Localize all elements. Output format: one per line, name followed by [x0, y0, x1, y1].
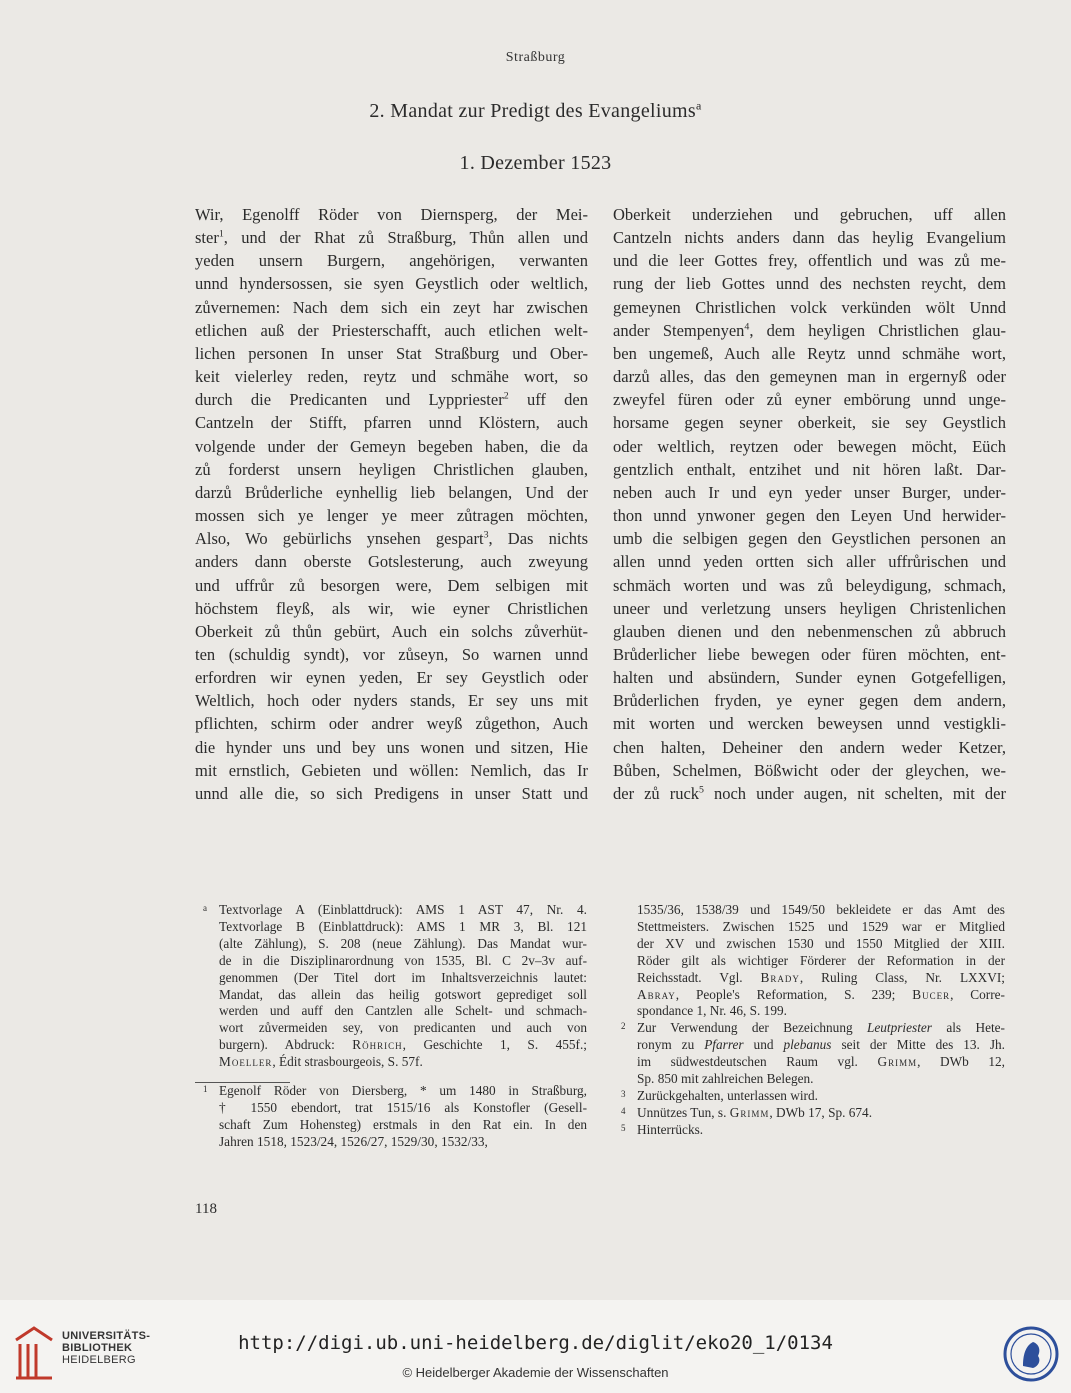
- document-date: 1. Dezember 1523: [459, 152, 612, 174]
- text-line: [613, 481, 1006, 504]
- text-segment: , Das nichts: [488, 529, 588, 549]
- text-segment: umb die selbigen gegen den Geystlichen personen an: [613, 529, 1006, 549]
- footnote-line: Abray, People's Reformation, S. 239; Bucer, Corre-: [637, 986, 1005, 1002]
- text-line: [195, 620, 588, 643]
- text-segment: anders dann oberste Gotslesterung, auch zweyung: [195, 552, 588, 572]
- footnote-line: Zurückgehalten, unterlassen wird.: [637, 1087, 818, 1103]
- text-segment: Cantzeln nichts anders dann das heylig Evangelium: [613, 228, 1006, 248]
- text-segment: noch under augen, nit schelten, mit der: [703, 783, 1006, 803]
- text-segment: volgende under der Gemeyn begeben haben, die da: [195, 436, 588, 456]
- text-segment: der zů ruck: [613, 783, 700, 803]
- text-segment: Bůben, Schelmen, Bößwicht oder der gleychen, we-: [613, 760, 1006, 780]
- text-line: [195, 458, 588, 481]
- text-segment: allen unnd yeden ortten sich aller uffrůrischen und: [613, 552, 1006, 572]
- footnote-line: Reichsstadt. Vgl. Brady, Ruling Class, Nr. LXXVI;: [637, 969, 1005, 985]
- footnote-mark: 5: [621, 1122, 626, 1133]
- text-segment: gentzlich enthalt, entzihet und nit hören laßt. Dar-: [613, 459, 1006, 479]
- footnote-line: de in die Disziplinarordnung von 1535, Bl. C 2v–3v auf-: [219, 952, 587, 968]
- footnote-mark: 4: [621, 1105, 626, 1116]
- footnote: [613, 1122, 1005, 1139]
- text-line: [613, 550, 1006, 573]
- text-line: [195, 342, 588, 365]
- text-segment: halten und absündern, Sunder eynen Gotgefelligen,: [613, 668, 1006, 688]
- text-line: [195, 689, 588, 712]
- footnote-reference: 3: [483, 529, 489, 541]
- text-segment: Oberkeit zů thůn gebürt, Auch ein solchs zůverhüt-: [195, 621, 588, 641]
- text-segment: darzů alles, das den gemeynen man in ergernyß oder: [613, 367, 1006, 387]
- text-line: [195, 782, 588, 805]
- text-segment: höchstem fleyß, als wir, wie eyner Christlichen: [195, 598, 588, 618]
- footnote-mark: 2: [621, 1021, 626, 1032]
- footnote: [613, 1020, 1005, 1088]
- footnote-line: 1535/36, 1538/39 und 1549/50 bekleidete er das Amt des: [637, 902, 1005, 917]
- text-segment: rung der lieb Gottes unnd des nechsten reycht, dem: [613, 274, 1006, 294]
- text-line: [195, 712, 588, 735]
- footnote-line: Egenolf Röder von Diersberg, * um 1480 in Straßburg,: [219, 1083, 587, 1099]
- text-line: [195, 388, 588, 411]
- footnote: [613, 1088, 1005, 1105]
- footnote: [613, 902, 1005, 1020]
- footnote-reference: 1: [218, 228, 224, 240]
- text-segment: ten (schuldig syndt), vor zůseyn, So warnen unnd: [195, 644, 588, 664]
- body-column-right: [613, 203, 1006, 805]
- running-head: Straßburg: [505, 50, 566, 65]
- text-line: [195, 527, 588, 550]
- text-line: [613, 574, 1006, 597]
- text-line: [195, 550, 588, 573]
- text-line: [195, 365, 588, 388]
- author-name: Moeller: [219, 1054, 273, 1070]
- library-name-line2: BIBLIOTHEK: [62, 1342, 133, 1354]
- footnote-mark: 3: [621, 1088, 626, 1099]
- author-name: Grimm: [877, 1054, 918, 1070]
- text-line: [195, 296, 588, 319]
- text-line: [613, 272, 1006, 295]
- text-line: [613, 712, 1006, 735]
- footnotes-right: [613, 902, 1005, 1139]
- footnote-line: werden und auff den Cantzlen alle Schelt- und schmach-: [219, 1003, 587, 1019]
- footnote: [195, 902, 587, 1071]
- footnote-line: Textvorlage B (Einblattdruck): AMS 1 MR 3, Bl. 121: [219, 918, 587, 934]
- text-segment: durch die Predicanten und Lyppriester: [195, 390, 504, 410]
- text-segment: etlichen auß der Priesterschafft, auch etlichen welt-: [195, 320, 588, 340]
- text-line: [613, 388, 1006, 411]
- library-name-line1: UNIVERSITÄTS-: [62, 1330, 151, 1342]
- text-line: [195, 226, 588, 249]
- footnote: [195, 1083, 587, 1151]
- text-segment: mit worten und wercken beweysen unnd vestigkli-: [613, 714, 1006, 734]
- footnote-line: Stettmeisters. Zwischen 1525 und 1529 war er Mitglied: [637, 918, 1005, 934]
- text-line: [613, 249, 1006, 272]
- text-segment: oder weltlich, reytzen oder bewegen möcht, Eüch: [613, 436, 1006, 456]
- text-segment: ander Stempenyen: [613, 320, 745, 340]
- text-segment: schmäch worten und was zů beleydigung, schmach,: [613, 575, 1006, 595]
- text-segment: und die leer Gottes frey, offentlich und was zů me-: [613, 251, 1006, 271]
- text-line: [613, 411, 1006, 434]
- text-segment: Brůderlichen fryden, ye eyner gegen dem andern,: [613, 691, 1006, 711]
- footnote-line: † 1550 ebendort, trat 1515/16 als Konstofler (Gesell-: [219, 1099, 587, 1115]
- text-segment: und uffrůr zů besorgen were, Dem selbigen mit: [195, 575, 588, 595]
- footnote-line: Röder gilt als wichtiger Förderer der Reformation in der: [637, 952, 1005, 968]
- footnote-rule: [195, 1082, 290, 1083]
- text-line: [613, 296, 1006, 319]
- text-line: [613, 365, 1006, 388]
- footnote-line: Unnützes Tun, s. Grimm, DWb 17, Sp. 674.: [637, 1104, 873, 1120]
- text-line: [195, 481, 588, 504]
- footnote-line: Zur Verwendung der Bezeichnung Leutpriester als Hete-: [637, 1020, 1005, 1036]
- text-segment: erfordren wir eynen yeden, Er sey Geystlich oder: [195, 668, 588, 688]
- text-segment: , dem heyligen Christlichen glau-: [749, 320, 1006, 340]
- footnote-line: Mandat, das allein das heilig gotswort geprediget soll: [219, 986, 587, 1002]
- text-line: [195, 504, 588, 527]
- author-name: Brady: [760, 969, 800, 985]
- text-segment: keit vielerley reden, reytz und schmähe wort, so: [195, 367, 588, 387]
- footnote-line: im südwestdeutschen Raum vgl. Grimm, DWb 12,: [637, 1054, 1005, 1070]
- text-segment: Weltlich, hoch oder nyders stands, Er sey uns mit: [195, 691, 588, 711]
- text-line: [613, 643, 1006, 666]
- text-segment: ster: [195, 228, 219, 248]
- author-name: Abray: [637, 986, 676, 1002]
- body-column-left: [195, 203, 588, 805]
- text-segment: zweyfel füren oder zů eyner embörung unnd unge-: [613, 390, 1006, 410]
- text-segment: pflichten, schirm oder andrer weyß zůgethon, Auch: [195, 714, 588, 734]
- text-segment: gemeynen Christlichen volck verkünden wölt Unnd: [613, 297, 1006, 317]
- text-segment: uneer und verletzung unsers heyligen Christenlichen: [613, 598, 1006, 618]
- text-line: [195, 736, 588, 759]
- text-line: [613, 597, 1006, 620]
- footnote-line: genommen (Der Titel dort im Inhaltsverzeichnis lautet:: [219, 969, 587, 985]
- text-segment: glauben dienen und den nebenmenschen zů abbruch: [613, 621, 1006, 641]
- page-number: 118: [195, 1201, 217, 1217]
- text-segment: lichen personen In unser Stat Straßburg und Ober-: [195, 343, 588, 363]
- text-segment: darzů Brůderliche eynhellig lieb belangen, Und der: [195, 482, 588, 502]
- title-text: 2. Mandat zur Predigt des Evangeliums: [369, 100, 696, 122]
- author-name: Bucer: [912, 986, 951, 1002]
- text-line: [195, 411, 588, 434]
- text-line: [613, 527, 1006, 550]
- document-title: [0, 100, 1071, 123]
- text-segment: die hynder uns und bey uns wonen und sitzen, Hie: [195, 737, 588, 757]
- text-segment: zů forderst unsern heyligen Christlichen glauben,: [195, 459, 588, 479]
- text-line: [195, 203, 588, 226]
- text-segment: Cantzeln der Stifft, pfarren unnd Klöstern, auch: [195, 413, 588, 433]
- author-name: Röhrich: [352, 1037, 403, 1053]
- footnote-line: (alte Zählung), S. 208 (neue Zählung). Das Mandat wur-: [219, 935, 587, 951]
- emphasis: Pfarrer: [704, 1037, 744, 1053]
- author-name: Grimm: [729, 1104, 770, 1120]
- text-segment: unnd hyndersossen, sie syen Geystlich oder weltlich,: [195, 274, 588, 294]
- text-segment: horsame gegen seyner oberkeit, sie sey Geystlich: [613, 413, 1006, 433]
- text-line: [195, 249, 588, 272]
- text-segment: Wir, Egenolff Röder von Diernsperg, der Mei-: [195, 205, 588, 224]
- text-line: [195, 272, 588, 295]
- academy-seal-icon[interactable]: [1003, 1326, 1059, 1382]
- text-segment: neben auch Ir und eyn yeder unser Burger, under-: [613, 482, 1006, 502]
- text-line: [613, 435, 1006, 458]
- footnote-mark: 1: [203, 1084, 208, 1095]
- text-segment: Brůderlicher liebe bewegen oder füren möchten, ent-: [613, 644, 1006, 664]
- text-line: [613, 203, 1006, 226]
- text-line: [613, 226, 1006, 249]
- text-segment: mossen sich ye lenger ye meer zůtragen möchten,: [195, 506, 588, 526]
- text-segment: uff den: [508, 390, 588, 410]
- text-segment: Oberkeit underziehen und gebruchen, uff allen: [613, 205, 1006, 224]
- text-segment: yeden unsern Burgern, angehörigen, verwanten: [195, 251, 588, 271]
- permalink-url[interactable]: http://digi.ub.uni-heidelberg.de/diglit/eko20_1/0134: [238, 1332, 833, 1354]
- copyright-notice: © Heidelberger Akademie der Wissenschaften: [402, 1365, 669, 1380]
- text-segment: mit ernstlich, Gebieten und wöllen: Nemlich, das Ir: [195, 760, 588, 780]
- text-line: [613, 504, 1006, 527]
- text-line: [613, 666, 1006, 689]
- text-line: [613, 736, 1006, 759]
- footnote-line: wort zůvermeiden sey, von predicanten und auch von: [219, 1020, 587, 1036]
- text-line: [613, 458, 1006, 481]
- viewer-footer: [0, 1300, 1071, 1393]
- footnote-reference: 2: [503, 390, 509, 402]
- text-line: [195, 435, 588, 458]
- footnotes-left: [195, 902, 587, 1151]
- text-segment: , und der Rhat zů Straßburg, Thůn allen und: [223, 228, 588, 248]
- footnote-line: schaft Zum Hohensteg) erstmals in den Rat ein. In den: [219, 1116, 587, 1132]
- title-footnote-mark: a: [695, 98, 702, 113]
- footnote-line: Moeller, Édit strasbourgeois, S. 57f.: [219, 1054, 423, 1070]
- text-line: [613, 759, 1006, 782]
- text-segment: ben ungemeß, Auch alle Reytz unnd schmähe wort,: [613, 343, 1006, 363]
- footnote-reference: 4: [744, 321, 750, 333]
- text-line: [195, 319, 588, 342]
- text-segment: Also, Wo gebürlichs ynsehen gespart: [195, 529, 484, 549]
- text-line: [613, 319, 1006, 342]
- footnote-line: Textvorlage A (Einblattdruck): AMS 1 AST 47, Nr. 4.: [219, 902, 587, 917]
- footnote-line: Sp. 850 mit zahlreichen Belegen.: [637, 1071, 814, 1087]
- footnote-line: der XV und zwischen 1530 und 1550 Mitglied der XIII.: [637, 935, 1005, 951]
- text-segment: chen halten, Deheiner den andern weder Ketzer,: [613, 737, 1006, 757]
- text-line: [195, 574, 588, 597]
- text-segment: zůvernemen: Nach dem sich ein zeyt har zwischen: [195, 297, 588, 317]
- text-segment: thon unnd ynwoner gegen den Leyen Und herwider-: [613, 506, 1006, 526]
- emphasis: Leutpriester: [866, 1020, 932, 1036]
- footnote-line: Jahren 1518, 1523/24, 1526/27, 1529/30, 1532/33,: [219, 1133, 488, 1149]
- text-segment: unnd alle die, so sich Predigens in unser Statt und: [195, 783, 588, 803]
- text-line: [613, 620, 1006, 643]
- text-line: [195, 597, 588, 620]
- text-line: [195, 759, 588, 782]
- text-line: [195, 666, 588, 689]
- footnote: [613, 1105, 1005, 1122]
- footnote-mark: a: [203, 903, 207, 913]
- library-name-line3: HEIDELBERG: [62, 1354, 136, 1366]
- text-line: [613, 782, 1006, 805]
- text-line: [613, 342, 1006, 365]
- footnote-line: Hinterrücks.: [637, 1121, 704, 1137]
- text-line: [195, 643, 588, 666]
- footnote-line: spondance 1, Nr. 46, S. 199.: [637, 1003, 787, 1019]
- footnote-reference: 5: [699, 784, 704, 796]
- text-line: [613, 689, 1006, 712]
- footnote-line: ronym zu Pfarrer und plebanus seit der Mitte des 13. Jh.: [637, 1037, 1005, 1053]
- emphasis: plebanus: [783, 1037, 832, 1053]
- footnote-line: burgern). Abdruck: Röhrich, Geschichte 1, S. 455f.;: [219, 1037, 587, 1053]
